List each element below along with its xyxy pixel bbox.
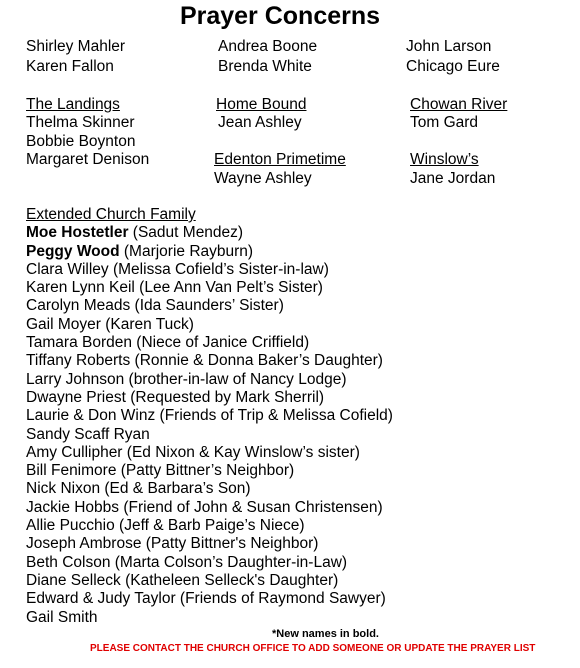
list-item: Tamara Borden (Niece of Janice Criffield) — [26, 334, 310, 352]
list-item: Jackie Hobbs (Friend of John & Susan Christensen) — [26, 498, 383, 516]
list-item: Gail Moyer (Karen Tuck) — [26, 315, 194, 333]
list-item: Diane Selleck (Katheleen Selleck's Daughter) — [26, 571, 339, 589]
group-heading-home-bound: Home Bound — [216, 96, 307, 113]
list-item: Carolyn Meads (Ida Saunders’ Sister) — [26, 297, 284, 315]
group-heading-landings: The Landings — [26, 96, 120, 113]
list-item: Edward & Judy Taylor (Friends of Raymond Sawyer) — [26, 590, 386, 608]
relation-note: (Sadut Mendez) — [128, 224, 244, 242]
list-item: Tiffany Roberts (Ronnie & Donna Baker’s Daughter) — [26, 352, 383, 370]
group-heading-chowan-river: Chowan River — [410, 96, 508, 113]
list-item: Amy Cullipher (Ed Nixon & Kay Winslow’s sister) — [26, 443, 360, 461]
name-entry: Tom Gard — [410, 114, 479, 131]
new-name: Moe Hostetler — [26, 224, 129, 242]
name-entry: Karen Fallon — [26, 58, 114, 75]
list-item — [26, 243, 393, 261]
list-item: Dwayne Priest (Requested by Mark Sherril) — [26, 388, 325, 406]
name-entry: Wayne Ashley — [214, 170, 312, 187]
page-title: Prayer Concerns — [179, 2, 381, 30]
list-item: Gail Smith — [26, 608, 98, 626]
list-item: Allie Pucchio (Jeff & Barb Paige’s Niece) — [26, 517, 305, 535]
list-item: Clara Willey (Melissa Cofield’s Sister-in-law) — [26, 260, 329, 278]
list-item: Karen Lynn Keil (Lee Ann Van Pelt’s Sister) — [26, 279, 323, 297]
extended-family-list — [26, 206, 393, 627]
name-entry: Margaret Denison — [26, 151, 150, 168]
group-heading-edenton-primetime: Edenton Primetime — [214, 151, 346, 168]
name-entry: Jean Ashley — [218, 114, 302, 131]
list-item: Laurie & Don Winz (Friends of Trip & Melissa Cofield) — [26, 407, 393, 425]
name-entry: Chicago Eure — [406, 58, 500, 75]
new-names-note: *New names in bold. — [272, 628, 379, 640]
name-entry: Thelma Skinner — [26, 114, 135, 131]
name-entry: John Larson — [406, 38, 492, 55]
group-heading-winslows: Winslow’s — [410, 151, 479, 168]
name-entry: Jane Jordan — [410, 170, 496, 187]
contact-notice: PLEASE CONTACT THE CHURCH OFFICE TO ADD SOMEONE OR UPDATE THE PRAYER LIST — [90, 643, 536, 654]
name-entry: Bobbie Boynton — [26, 133, 136, 150]
list-item: Sandy Scaff Ryan — [26, 425, 150, 443]
list-item: Larry Johnson (brother-in-law of Nancy Lodge) — [26, 370, 347, 388]
name-entry: Andrea Boone — [218, 38, 318, 55]
group-heading-extended: Extended Church Family — [26, 206, 196, 223]
new-name: Peggy Wood — [26, 242, 120, 260]
relation-note: (Marjorie Rayburn) — [119, 242, 254, 260]
list-item: Bill Fenimore (Patty Bittner’s Neighbor) — [26, 462, 295, 480]
list-item: Beth Colson (Marta Colson’s Daughter-in-Law) — [26, 553, 348, 571]
list-item — [26, 224, 393, 242]
list-item: Joseph Ambrose (Patty Bittner's Neighbor) — [26, 535, 319, 553]
name-entry: Shirley Mahler — [26, 38, 126, 55]
list-item: Nick Nixon (Ed & Barbara’s Son) — [26, 480, 251, 498]
name-entry: Brenda White — [218, 58, 312, 75]
